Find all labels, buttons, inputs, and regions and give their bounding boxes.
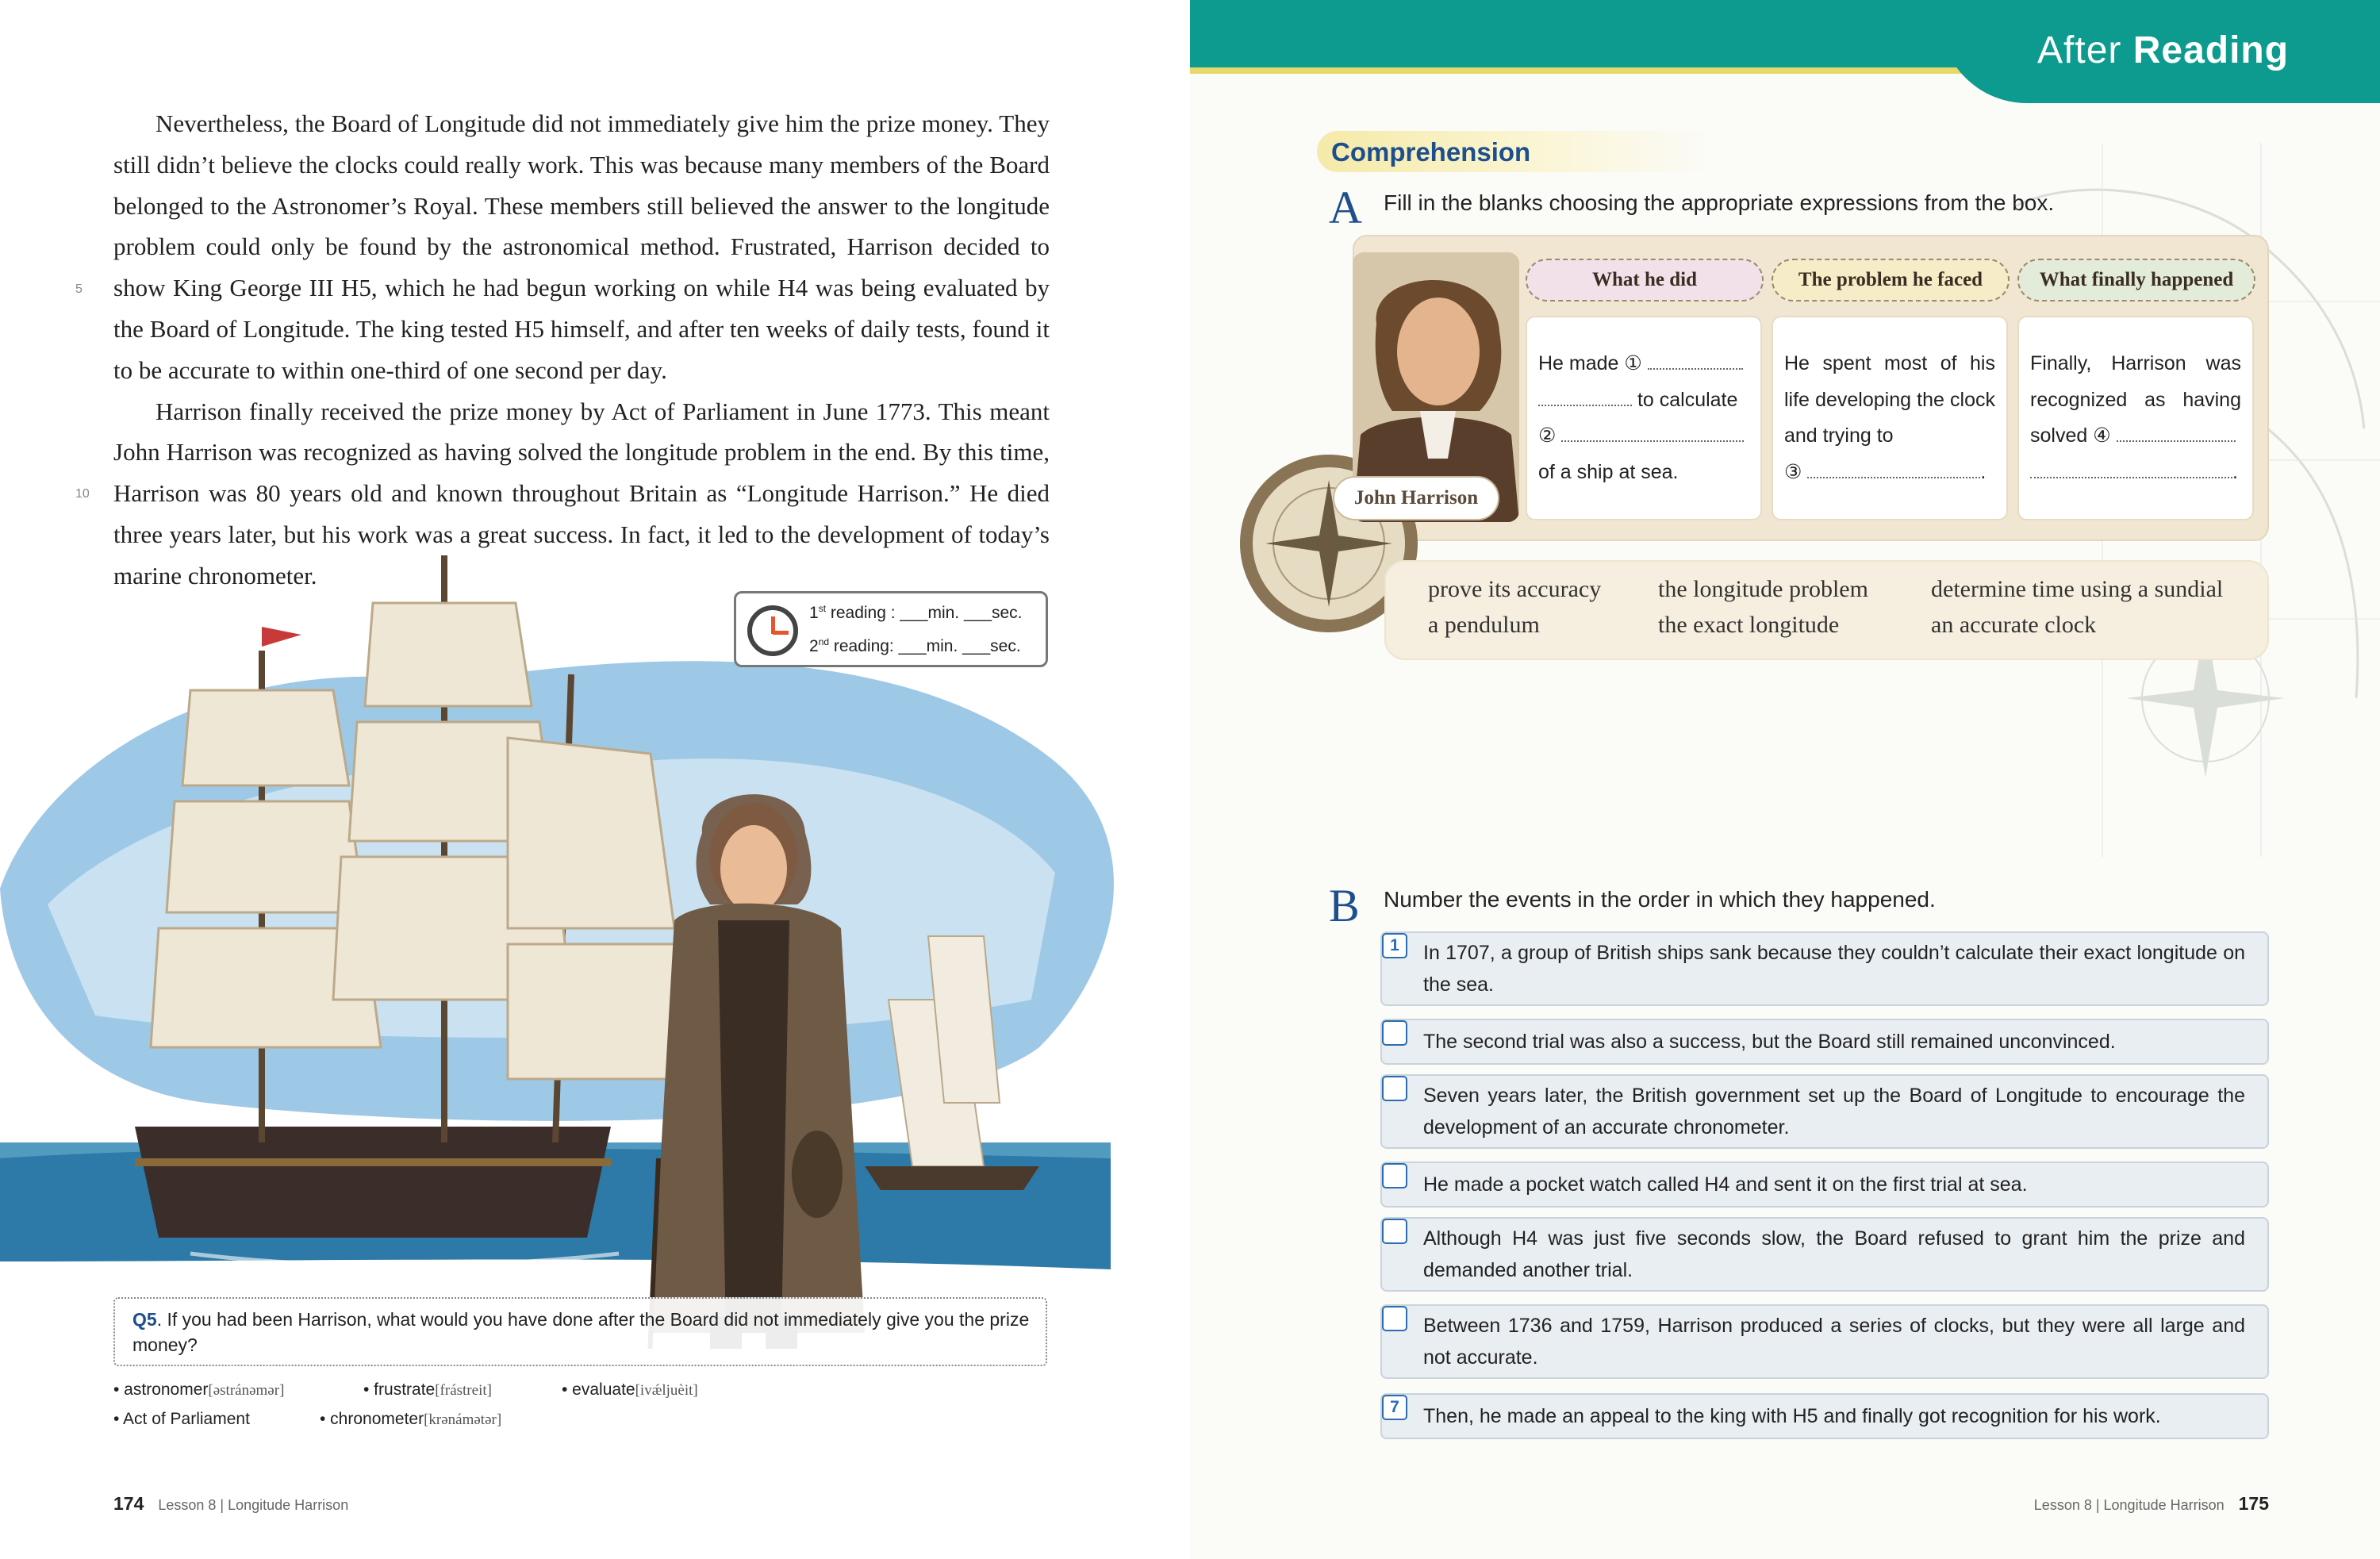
expression-option: an accurate clock [1931, 612, 2097, 638]
event-item [1380, 1162, 2269, 1208]
column-heading-what-he-did: What he did [1526, 259, 1764, 301]
footer-left [113, 1493, 348, 1515]
clock-icon [747, 605, 798, 656]
ship-illustration [0, 555, 1190, 1349]
section-a-instruction: Fill in the blanks choosing the appropriate expressions from the box. [1384, 190, 2055, 215]
blank-4-continued[interactable] [2030, 458, 2232, 478]
event-number-box[interactable]: 7 [1382, 1395, 1407, 1420]
blank-2[interactable] [1561, 421, 1744, 442]
reading-passage [113, 103, 1050, 597]
expression-box [1384, 560, 2269, 660]
section-a-letter: A [1329, 182, 1362, 233]
lesson-title: Lesson 8 | Longitude Harrison [158, 1497, 349, 1513]
event-text: The second trial was also a success, but the Board still remained unconvinced. [1423, 1031, 2116, 1053]
vocab-item: • chronometer[krənámətər] [320, 1410, 502, 1428]
blank-4[interactable] [2117, 421, 2236, 442]
passage-paragraph-2: Harrison finally received the prize money by Act of Parliament in June 1773. This meant John Harrison was recognized as having solved the longitude problem in the end. By this time, Harrison was 80 years old and known throughout Britain as “Longitude Harrison.” He died three years later, but his work was a great success. In fact, it led to the development of today’s marine chronometer. [113, 397, 1050, 589]
event-number-box[interactable] [1382, 1163, 1407, 1188]
blank-3[interactable] [1807, 458, 1980, 478]
footer-right [2034, 1493, 2269, 1515]
question-text: . If you had been Harrison, what would you have done after the Board did not immediately give you the prize money? [132, 1309, 1030, 1355]
event-item [1380, 1074, 2269, 1149]
section-b-letter: B [1329, 880, 1360, 931]
event-item [1380, 1304, 2269, 1379]
event-text: Between 1736 and 1759, Harrison produced a series of clocks, but they were all large and not accurate. [1423, 1315, 2245, 1369]
portrait-label: John Harrison [1333, 476, 1499, 520]
line-number-5: 5 [75, 282, 83, 296]
page-title: After Reading [2037, 29, 2290, 71]
page-number: 174 [113, 1493, 144, 1514]
event-text: In 1707, a group of British ships sank because they couldn’t calculate their exact longitude on the sea. [1423, 942, 2245, 996]
lesson-title: Lesson 8 | Longitude Harrison [2033, 1497, 2225, 1513]
column-what-he-did: He made ① to calculate ② of a ship at sea. [1526, 316, 1762, 520]
passage-paragraph-1: Nevertheless, the Board of Longitude did not immediately give him the prize money. They still didn’t believe the clocks could really work. This was because many members of the Board belonged to the Astronomer’s Royal. These members still believed the answer to the longitude problem could only be found by the astronomical method. Frustrated, Harrison decided to show King George III H5, which he had begun working on while H4 was being evaluated by the Board of Longitude. The king tested H5 himself, and after ten weeks of daily tests, found it to be accurate to within one-third of one second per day. [113, 109, 1050, 384]
column-problem: He spent most of his life developing the clock and trying to ③ . [1772, 316, 2008, 520]
event-text: Then, he made an appeal to the king with H5 and finally got recognition for his work. [1423, 1405, 2161, 1427]
expression-option: a pendulum [1428, 612, 1540, 638]
event-item [1380, 1019, 2269, 1065]
event-item [1380, 931, 2269, 1006]
second-reading: 2nd reading: ___min. ___sec. [809, 636, 1021, 655]
column-heading-finally: What finally happened [2017, 259, 2255, 301]
event-text: Although H4 was just five seconds slow, the Board refused to grant him the prize and demanded another trial. [1423, 1227, 2245, 1281]
vocab-item: • Act of Parliament [113, 1410, 250, 1428]
vocab-item: • astronomer[əstránəmər] [113, 1380, 285, 1399]
page-number: 175 [2238, 1493, 2269, 1514]
event-number-box[interactable] [1382, 1219, 1407, 1244]
question-label: Q5 [132, 1309, 157, 1330]
event-number-box[interactable]: 1 [1382, 933, 1407, 958]
section-b-instruction: Number the events in the order in which they happened. [1384, 887, 1936, 912]
right-page [1190, 0, 2380, 1559]
vocab-item: • evaluate[ivǽljuèit] [562, 1380, 698, 1399]
event-text: Seven years later, the British government set up the Board of Longitude to encourage the development of an accurate chronometer. [1423, 1085, 2245, 1139]
question-q5 [113, 1297, 1047, 1366]
expression-option: prove its accuracy [1428, 576, 1602, 602]
event-number-box[interactable] [1382, 1020, 1407, 1046]
event-number-box[interactable] [1382, 1076, 1407, 1101]
expression-option: the longitude problem [1658, 576, 1868, 602]
column-finally: Finally, Harrison was recognized as having solved ④ . [2017, 316, 2254, 520]
event-number-box[interactable] [1382, 1306, 1407, 1331]
line-number-10: 10 [75, 487, 90, 501]
first-reading: 1st reading : ___min. ___sec. [809, 603, 1023, 622]
event-item [1380, 1393, 2269, 1439]
blank-1[interactable] [1648, 349, 1743, 370]
expression-option: the exact longitude [1658, 612, 1840, 638]
blank-1-continued[interactable] [1538, 386, 1632, 406]
reading-time-box [734, 591, 1048, 667]
expression-option: determine time using a sundial [1931, 576, 2224, 602]
event-item [1380, 1217, 2269, 1292]
vocab-item: • frustrate[frástreit] [363, 1380, 492, 1399]
comprehension-heading: Comprehension [1317, 131, 1714, 172]
column-heading-problem: The problem he faced [1772, 259, 2010, 301]
event-text: He made a pocket watch called H4 and sent it on the first trial at sea. [1423, 1173, 2028, 1196]
